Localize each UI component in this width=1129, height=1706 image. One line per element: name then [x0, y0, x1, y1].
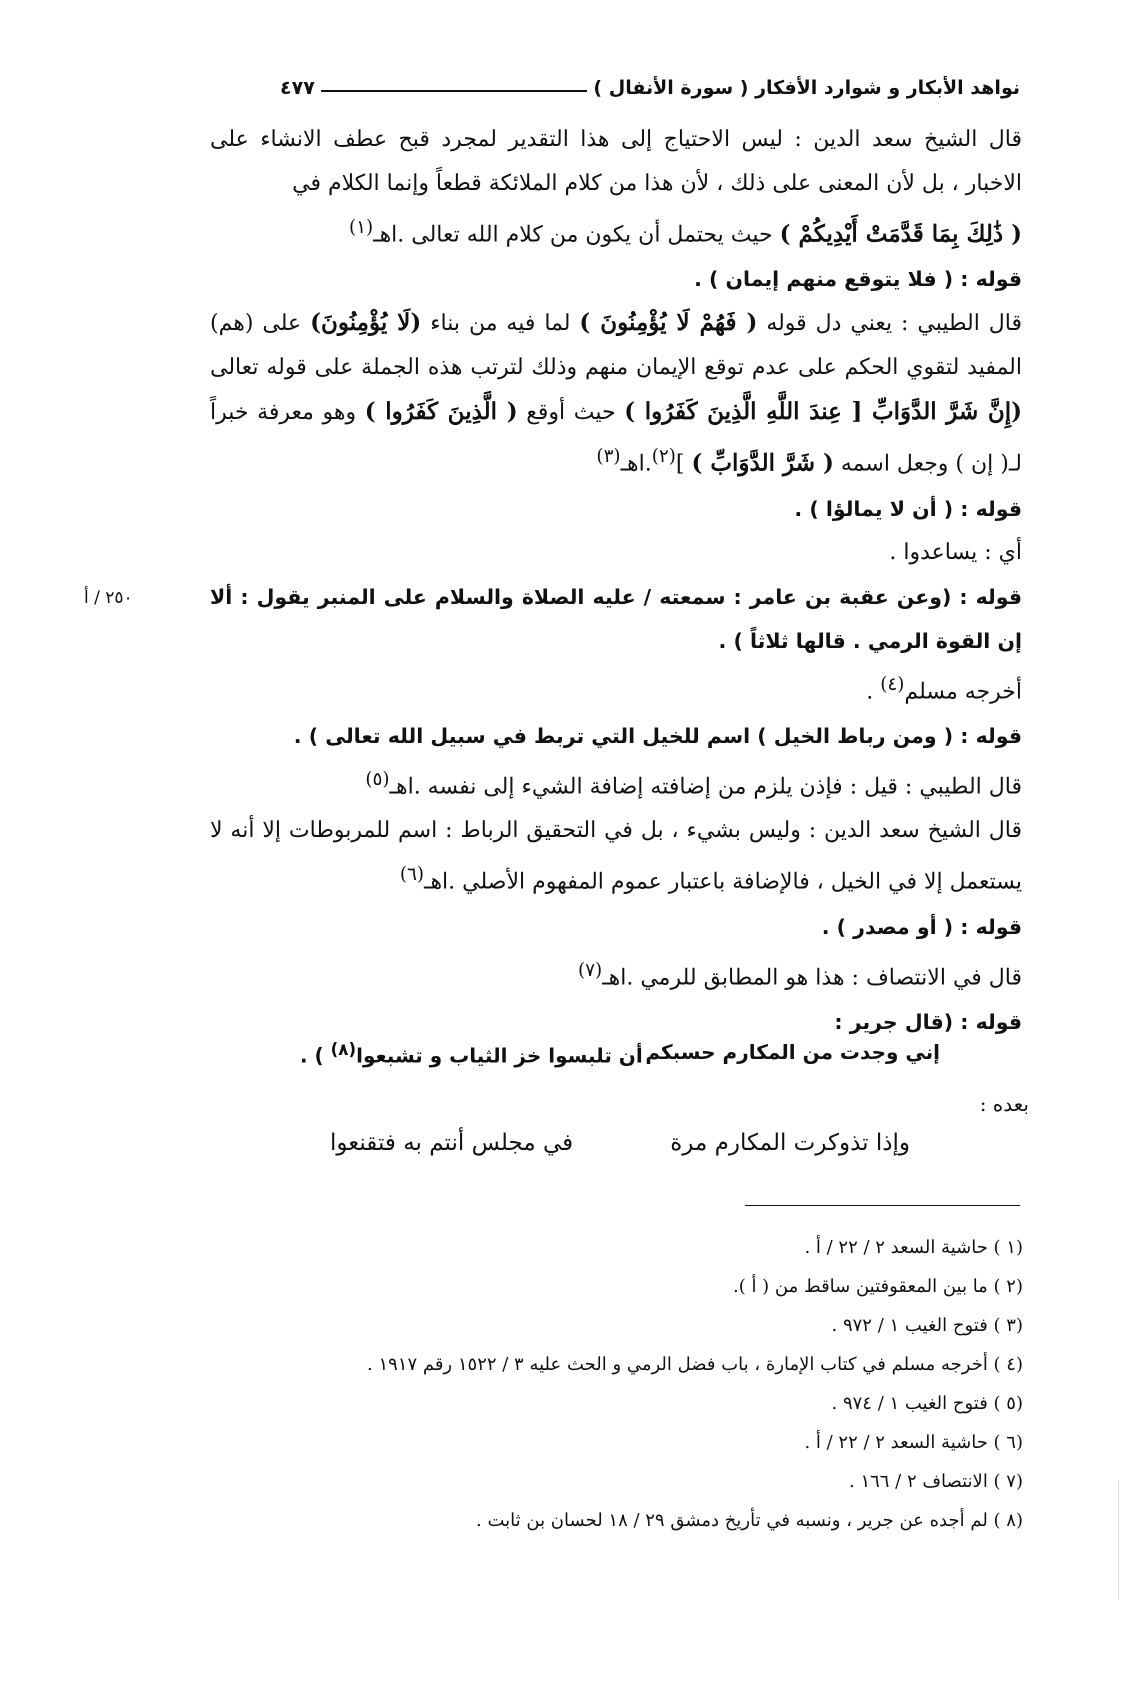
footnote-ref[interactable]: (٦) [399, 864, 424, 886]
footnote-item: (٧ ) الانتصاف ٢ / ١٦٦ . [848, 1471, 1023, 1492]
footnote-ref[interactable]: (٢) [651, 446, 676, 468]
section-heading: قوله : ( فلا يتوقع منهم إيمان ) . [694, 267, 1022, 292]
scan-edge-mark [1118, 1480, 1119, 1600]
section-heading: قوله : (قال جرير : [834, 1009, 1022, 1034]
paragraph [210, 758, 1022, 809]
footnote-ref[interactable]: (١) [348, 217, 374, 238]
after-label: بعده : [979, 1092, 1029, 1116]
footnote-item: (٤ ) أخرجه مسلم في كتاب الإمارة ، باب فضل الرمي و الحث عليه ٣ / ١٥٢٢ رقم ١٩١٧ . [367, 1354, 1023, 1375]
footnote-item: (٥ ) فتوح الغيب ١ / ٩٧٤ . [831, 1393, 1023, 1414]
paragraph-text: حيث يحتمل أن يكون من كلام الله تعالى .اهـ [373, 222, 773, 248]
footnote-ref[interactable]: (٥) [365, 768, 390, 790]
poem-verse [330, 1130, 910, 1174]
section-heading: قوله : ( أو مصدر ) . [821, 914, 1022, 939]
paragraph: أي : يساعدوا . [889, 539, 1022, 565]
poem-verse [300, 1040, 940, 1080]
paragraph-text: ] [675, 451, 685, 477]
paragraph-text: لما فيه من بناء [430, 311, 571, 337]
paragraph-text: .اهـ [620, 451, 652, 477]
footnote-ref[interactable]: (٤) [880, 673, 905, 695]
paragraph [210, 949, 1022, 1000]
footnote-item: (٨ ) لم أجده عن جرير ، ونسبه في تأريخ دمشق ٢٩ / ١٨ لحسان بن ثابت . [476, 1510, 1023, 1531]
verse-text: أن تلبسوا خز الثياب و تشبعوا [356, 1043, 643, 1068]
verse-second-hemistich: في مجلس أنتم به فتقنعوا [330, 1130, 574, 1156]
paragraph-text: على (هم) المفيد لتقوي الحكم على عدم توقع الإيمان منهم وذلك لترتب هذه الجملة على قوله تعالى [210, 311, 1022, 381]
quran-quote: ( ذَٰلِكَ بِمَا قَدَّمَتْ أَيْدِيكُمْ ) [779, 220, 1022, 248]
header-rule [321, 90, 588, 92]
footnote-item: (٣ ) فتوح الغيب ١ / ٩٧٢ . [831, 1315, 1023, 1336]
running-header [280, 70, 1020, 106]
quran-quote: ( الَّذِينَ كَفَرُوا ) [364, 398, 518, 426]
footnote-item: (١ ) حاشية السعد ٢ / ٢٢ / أ . [804, 1237, 1023, 1258]
section-heading: قوله : ( أن لا يمالؤا ) . [794, 496, 1022, 521]
header-title: نواهد الأبكار و شوارد الأفكار ( سورة الأنفال ) [593, 77, 1020, 99]
footnote-separator [745, 1205, 1020, 1206]
footnote-ref[interactable]: (٧) [578, 959, 603, 981]
paragraph [210, 118, 1022, 206]
section-heading: قوله : (وعن عقبة بن عامر : سمعته / عليه الصلاة والسلام على المنبر يقول : ألا إن القوة الرمي . قالها ثلاثاً ) . [210, 584, 1022, 653]
footnote-ref[interactable]: (٨) [330, 1040, 357, 1059]
paragraph-text: قال الشيخ سعد الدين : ليس الاحتياج إلى هذا التقدير لمجرد قبح عطف الانشاء على الاخبار ، بل لأن المعنى على ذلك ، لأن هذا من كلام الملائكة قطعاً وإنما الكلام في [210, 127, 1022, 196]
paragraph-text: قال الطيبي : قيل : فإذن يلزم من إضافته إضافة الشيء إلى نفسه .اهـ [389, 774, 1022, 800]
verse-closing: ) . [300, 1043, 324, 1068]
paragraph-text: قال في الانتصاف : هذا هو المطابق للرمي .اهـ [602, 964, 1022, 990]
paragraph [210, 809, 1022, 904]
footnotes [303, 1228, 1023, 1540]
verse-first-hemistich: وإذا تذوكرت المكارم مرة [670, 1130, 910, 1156]
quran-quote: (لَا يُؤْمِنُونَ) [310, 309, 422, 337]
paragraph-text: وهو معرفة خبراً لـ( إن ) وجعل اسمه [210, 400, 1022, 477]
verse-first-hemistich: إني وجدت من المكارم حسبكم [645, 1040, 940, 1064]
footnote-ref[interactable]: (٣) [596, 446, 621, 468]
paragraph-text: قال الطيبي : يعني دل قوله [766, 311, 1023, 337]
paragraph [210, 301, 1022, 486]
footnote-item: (٦ ) حاشية السعد ٢ / ٢٢ / أ . [804, 1432, 1023, 1453]
paragraph-text: حيث أوقع [526, 400, 616, 426]
footnote-item: (٢ ) ما بين المعقوفتين ساقط من ( أ ). [732, 1276, 1023, 1297]
paragraph [210, 206, 1022, 257]
quran-quote: ( شَرَّ الدَّوَابِّ ) [691, 449, 834, 477]
section-heading: قوله : ( ومن رباط الخيل ) اسم للخيل التي تربط في سبيل الله تعالى ) . [293, 723, 1022, 748]
paragraph-text: قال الشيخ سعد الدين : وليس بشيء ، بل في التحقيق الرباط : اسم للمربوطات إلا أنه لا يستعمل إلا في الخيل ، فالإضافة باعتبار عموم المفهوم الأصلي .اهـ [210, 818, 1022, 895]
main-text [210, 118, 1022, 1044]
verse-second-hemistich [300, 1040, 643, 1068]
manuscript-folio-note: ٢٥٠ / أ [84, 588, 133, 608]
paragraph-text: . [866, 678, 874, 704]
paragraph [210, 663, 1022, 714]
quran-quote: (إِنَّ شَرَّ الدَّوَابِّ [ عِندَ اللَّهِ الَّذِينَ كَفَرُوا ) [624, 398, 1022, 426]
quran-quote: ( فَهُمْ لَا يُؤْمِنُونَ ) [579, 309, 758, 337]
paragraph-text: أخرجه مسلم [904, 678, 1022, 704]
page-number: ٤٧٧ [280, 77, 315, 99]
